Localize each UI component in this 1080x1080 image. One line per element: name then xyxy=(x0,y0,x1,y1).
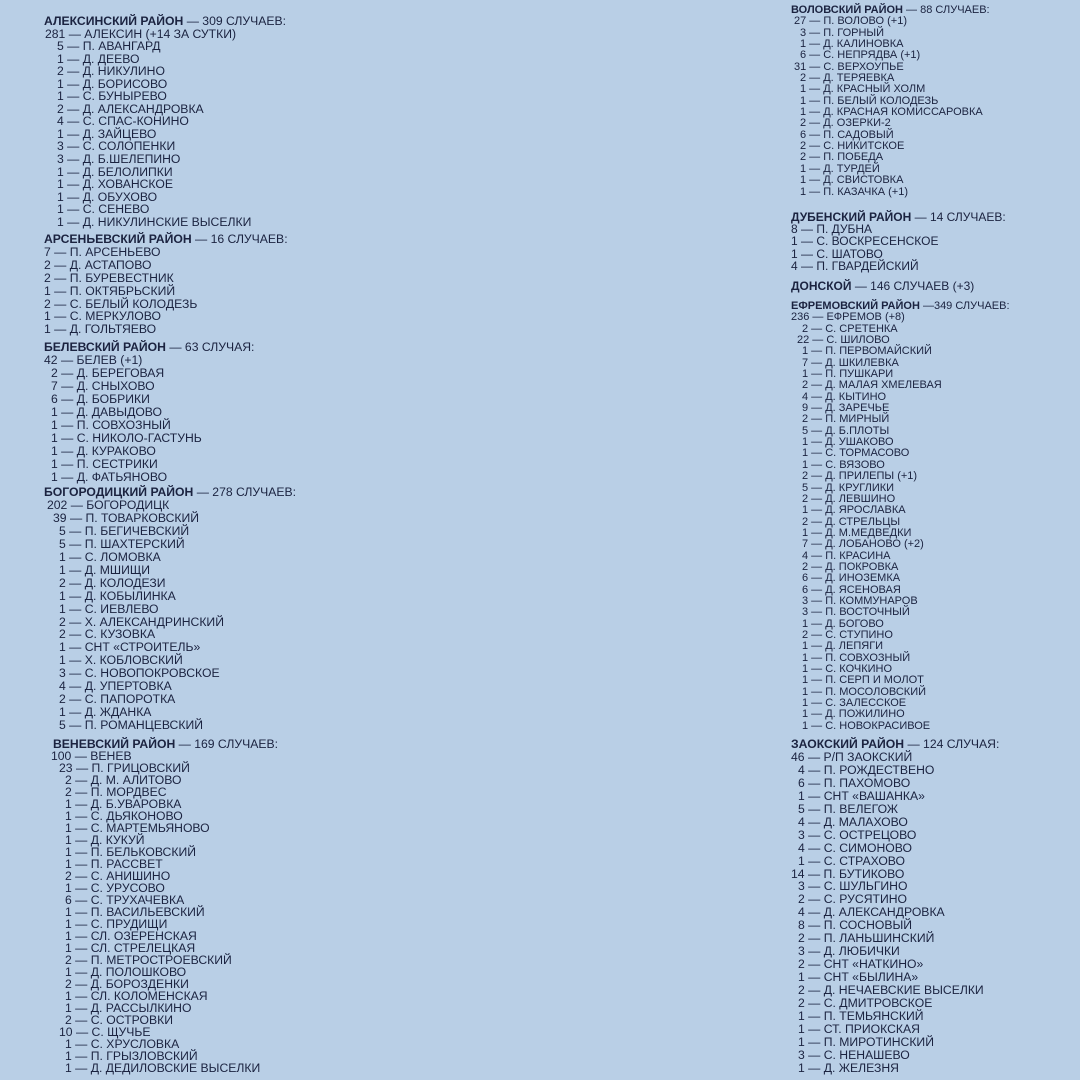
district-case-count: — 146 СЛУЧАЕВ (+3) xyxy=(851,279,975,293)
settlement-line: 4 — С. СПАС-КОНИНО xyxy=(57,114,189,129)
settlement-line: 4 — Д. УПЕРТОВКА xyxy=(59,679,172,694)
settlement-line: 1 — Д. ПОЛОШКОВО xyxy=(65,965,187,979)
settlement-line: 1 — Д. ХОВАНСКОЕ xyxy=(57,177,173,192)
settlement-line: 8 — П. СОСНОВЫЙ xyxy=(798,918,913,933)
district-heading xyxy=(44,486,296,499)
settlement-line: 1 — П. ГРЫЗЛОВСКИЙ xyxy=(65,1049,198,1063)
settlement-line: 4 — Д. МАЛАХОВО xyxy=(798,814,908,829)
settlement-line: 22 — С. ШИЛОВО xyxy=(797,334,890,347)
settlement-line: 1 — Д. ФАТЬЯНОВО xyxy=(51,470,168,484)
settlement-line: 5 — Д. Б.ПЛОТЫ xyxy=(802,424,890,437)
settlement-line: 23 — П. ГРИЦОВСКИЙ xyxy=(59,761,190,775)
settlement-line: 1 — Д. ЖЕЛЕЗНЯ xyxy=(798,1060,899,1075)
settlement-line: 1 — С. ИЕВЛЕВО xyxy=(59,601,159,616)
settlement-line: 8 — П. ДУБНА xyxy=(791,222,873,237)
settlement-line: 2 — П. ЛАНЬШИНСКИЙ xyxy=(798,931,935,946)
settlement-line: 5 — П. БЕГИЧЕВСКИЙ xyxy=(59,523,190,538)
settlement-line: 1 — Д. ТУРДЕЙ xyxy=(800,162,880,175)
settlement-line: 1 — Д. КУКУЙ xyxy=(65,833,145,847)
settlement-line: 1 — С. СЕНЕВО xyxy=(57,202,150,217)
district-case-count: — 88 СЛУЧАЕВ: xyxy=(903,4,990,16)
settlement-line: 3 — С. СОЛОПЕНКИ xyxy=(57,139,176,154)
settlement-line: 3 — П. ВОСТОЧНЫЙ xyxy=(802,606,910,619)
settlement-line: 1 — П. ВАСИЛЬЕВСКИЙ xyxy=(65,905,205,919)
settlement-line: 4 — Д. АЛЕКСАНДРОВКА xyxy=(798,905,945,920)
settlement-line: 1 — СТ. ПРИОКСКАЯ xyxy=(798,1021,920,1036)
settlement-line: 2 — С. СРЕТЕНКА xyxy=(802,322,898,335)
district-case-count: — 16 СЛУЧАЕВ: xyxy=(191,232,288,246)
settlement-line: 3 — Д. ЛЮБИЧКИ xyxy=(798,944,900,959)
settlement-line: 6 — П. САДОВЫЙ xyxy=(800,128,894,141)
settlement-line: 2 — Д. М. АЛИТОВО xyxy=(65,773,182,787)
district-title: ДУБЕНСКИЙ РАЙОН xyxy=(791,210,912,224)
district-case-count: — 14 СЛУЧАЕВ: xyxy=(911,210,1006,224)
settlement-line: 46 — Р/П ЗАОКСКИЙ xyxy=(791,749,913,764)
settlement-line: 1 — С. БУНЫРЕВО xyxy=(57,89,167,104)
settlement-line: 236 — ЕФРЕМОВ (+8) xyxy=(791,311,905,324)
district-heading xyxy=(791,280,974,292)
settlement-line: 2 — С. БЕЛЫЙ КОЛОДЕЗЬ xyxy=(44,296,198,311)
settlement-line: 1 — П. ПУШКАРИ xyxy=(802,368,894,381)
settlement-line: 2 — Д. ТЕРЯЕВКА xyxy=(800,72,895,85)
settlement-line: 3 — С. НЕНАШЕВО xyxy=(798,1047,910,1062)
settlement-line: 6 — Д. БОБРИКИ xyxy=(51,392,150,406)
district-section xyxy=(791,5,990,198)
settlement-line: 5 — П. ШАХТЕРСКИЙ xyxy=(59,536,185,551)
settlement-line: 2 — С. АНИШИНО xyxy=(65,869,171,883)
settlement-line: 2 — Д. МАЛАЯ ХМЕЛЕВАЯ xyxy=(802,379,942,392)
settlement-line: 2 — П. МОРДВЕС xyxy=(65,785,167,799)
district-heading xyxy=(44,233,288,246)
district-case-count: — 278 СЛУЧАЕВ: xyxy=(193,485,297,499)
settlement-line: 1 — С. ШАТОВО xyxy=(791,246,883,261)
settlement-line: 6 — П. ПАХОМОВО xyxy=(798,775,911,790)
settlement-line: 2 — Д. ОЗЕРКИ-2 xyxy=(800,117,891,130)
district-title: АРСЕНЬЕВСКИЙ РАЙОН xyxy=(44,232,192,246)
settlement-line: 1 — Д. КУРАКОВО xyxy=(51,444,156,458)
settlement-line: 1 — Д. БЕЛОЛИПКИ xyxy=(57,164,173,179)
settlement-line: 1 — С. МАРТЕМЬЯНОВО xyxy=(65,821,210,835)
settlement-line: 3 — П. КОММУНАРОВ xyxy=(802,594,918,607)
settlement-line: 3 — С. ШУЛЬГИНО xyxy=(798,879,908,894)
settlement-line: 1 — С. ЛОМОВКА xyxy=(59,549,161,564)
district-section xyxy=(791,738,999,1075)
district-section xyxy=(791,301,1010,732)
settlement-line: 2 — С. ДМИТРОВСКОЕ xyxy=(798,996,933,1011)
settlement-line: 1 — Д. БОГОВО xyxy=(802,617,884,630)
district-case-count: — 169 СЛУЧАЕВ: xyxy=(175,737,278,751)
settlement-line: 2 — С. КУЗОВКА xyxy=(59,627,156,642)
settlement-line: 7 — Д. ШКИЛЕВКА xyxy=(802,356,899,369)
settlement-line: 5 — Д. КРУГЛИКИ xyxy=(802,481,895,494)
settlement-line: 5 — П. РОМАНЦЕВСКИЙ xyxy=(59,718,203,733)
district-case-count: — 309 СЛУЧАЕВ: xyxy=(183,14,287,28)
settlement-line: 2 — П. ПОБЕДА xyxy=(800,151,884,164)
settlement-line: 2 — С. ПАПОРОТКА xyxy=(59,692,176,707)
settlement-line: 1 — С. НОВОКРАСИВОЕ xyxy=(802,719,931,732)
settlement-line: 1 — Д. ЗАЙЦЕВО xyxy=(57,126,157,141)
settlement-line: 1 — Д. НИКУЛИНСКИЕ ВЫСЕЛКИ xyxy=(57,214,252,229)
settlement-line: 2 — С. ОСТРОВКИ xyxy=(65,1013,173,1027)
settlement-line: 2 — Д. АЛЕКСАНДРОВКА xyxy=(57,101,204,116)
district-title: БЕЛЕВСКИЙ РАЙОН xyxy=(44,340,166,354)
settlement-line: 1 — Д. СВИСТОВКА xyxy=(800,174,904,187)
settlement-line: 2 — Д. ПРИЛЕПЫ (+1) xyxy=(802,470,918,483)
settlement-line: 1 — С. ПРУДИЩИ xyxy=(65,917,168,931)
settlement-line: 4 — С. СИМОНОВО xyxy=(798,840,912,855)
settlement-line: 1 — С. ДЬЯКОНОВО xyxy=(65,809,183,823)
settlement-line: 1 — Д. КАЛИНОВКА xyxy=(800,38,904,51)
settlement-line: 2 — Д. ЛЕВШИНО xyxy=(802,492,896,505)
settlement-line: 6 — Д. ИНОЗЕМКА xyxy=(802,572,901,585)
settlement-line: 1 — СНТ «ВАШАНКА» xyxy=(798,788,925,803)
settlement-line: 5 — П. АВАНГАРД xyxy=(57,39,161,54)
settlement-line: 7 — П. АРСЕНЬЕВО xyxy=(44,244,161,259)
settlement-line: 2 — Д. ПОКРОВКА xyxy=(802,560,899,573)
settlement-line: 1 — С. ВОСКРЕСЕНСКОЕ xyxy=(791,234,939,249)
settlement-line: 2 — СНТ «НАТКИНО» xyxy=(798,957,924,972)
settlement-line: 1 — Д. МШИЩИ xyxy=(59,562,151,577)
district-case-count: — 63 СЛУЧАЯ: xyxy=(165,340,255,354)
settlement-line: 1 — П. СЕСТРИКИ xyxy=(51,457,158,471)
settlement-line: 1 — Д. ПОЖИЛИНО xyxy=(802,708,905,721)
district-section xyxy=(44,341,254,484)
settlement-line: 3 — Д. Б.ШЕЛЕПИНО xyxy=(57,152,181,167)
settlement-line: 1 — П. ТЕМЬЯНСКИЙ xyxy=(798,1009,924,1024)
settlement-line: 2 — Д. БЕРЕГОВАЯ xyxy=(51,366,165,380)
settlement-line: 1 — Д. ЖДАНКА xyxy=(59,705,152,720)
settlement-line: 2 — Д. БОРОЗДЕНКИ xyxy=(65,977,189,991)
settlement-line: 281 — АЛЕКСИН (+14 ЗА СУТКИ) xyxy=(45,26,237,41)
settlement-line: 1 — С. НИКОЛО-ГАСТУНЬ xyxy=(51,431,202,445)
settlement-line: 1 — П. СЕРП И МОЛОТ xyxy=(802,674,924,687)
settlement-line: 1 — С. УРУСОВО xyxy=(65,881,165,895)
settlement-line: 1 — Х. КОБЛОВСКИЙ xyxy=(59,653,183,668)
settlement-line: 3 — С. ОСТРЕЦОВО xyxy=(798,827,917,842)
district-section xyxy=(44,233,288,336)
settlement-line: 1 — Д. УШАКОВО xyxy=(802,436,894,449)
settlement-line: 1 — СЛ. СТРЕЛЕЦКАЯ xyxy=(65,941,196,955)
settlement-line: 6 — Д. ЯСЕНОВАЯ xyxy=(802,583,901,596)
district-title: БОГОРОДИЦКИЙ РАЙОН xyxy=(44,485,194,499)
settlement-line: 9 — Д. ЗАРЕЧЬЕ xyxy=(802,402,890,415)
settlement-line: 1 — Д. ЛЕПЯГИ xyxy=(802,640,884,653)
settlement-line: 1 — Д. ДЕЕВО xyxy=(57,51,140,66)
district-title: ДОНСКОЙ xyxy=(791,279,852,293)
settlement-line: 4 — П. РОЖДЕСТВЕНО xyxy=(798,762,935,777)
settlement-line: 2 — Д. КОЛОДЕЗИ xyxy=(59,575,166,590)
district-title: АЛЕКСИНСКИЙ РАЙОН xyxy=(44,14,184,28)
settlement-line: 1 — С. ХРУСЛОВКА xyxy=(65,1037,180,1051)
settlement-line: 1 — Д. М.МЕДВЕДКИ xyxy=(802,526,912,539)
settlement-line: 6 — С. НЕПРЯДВА (+1) xyxy=(800,49,921,62)
settlement-line: 3 — С. НОВОПОКРОВСКОЕ xyxy=(59,666,220,681)
settlement-line: 1 — Д. ДЕДИЛОВСКИЕ ВЫСЕЛКИ xyxy=(65,1061,261,1075)
settlement-line: 2 — С. СТУПИНО xyxy=(802,628,893,641)
settlement-line: 1 — Д. КОБЫЛИНКА xyxy=(59,588,176,603)
settlement-line: 2 — П. МИРНЫЙ xyxy=(802,413,890,426)
settlement-line: 4 — П. КРАСИНА xyxy=(802,549,891,562)
district-title: ВОЛОВСКИЙ РАЙОН xyxy=(791,4,903,16)
settlement-line: 5 — П. ВЕЛЕГОЖ xyxy=(798,801,899,816)
settlement-line: 1 — СЛ. КОЛОМЕНСКАЯ xyxy=(65,989,208,1003)
district-heading xyxy=(791,738,999,751)
district-title: ВЕНЕВСКИЙ РАЙОН xyxy=(53,737,176,751)
settlement-line: 1 — П. БЕЛЬКОВСКИЙ xyxy=(65,845,196,859)
settlement-line: 1 — Д. РАССЫЛКИНО xyxy=(65,1001,192,1015)
district-section xyxy=(44,738,278,1074)
settlement-line: 1 — Д. Б.УВАРОВКА xyxy=(65,797,182,811)
settlement-line: 1 — Д. ЯРОСЛАВКА xyxy=(802,504,906,517)
settlement-line: 2 — Х. АЛЕКСАНДРИНСКИЙ xyxy=(59,614,224,629)
settlement-line: 1 — П. ОКТЯБРЬСКИЙ xyxy=(44,283,176,298)
settlement-line: 2 — П. МЕТРОСТРОЕВСКИЙ xyxy=(65,953,232,967)
settlement-line: 202 — БОГОРОДИЦК xyxy=(47,497,170,512)
settlement-line: 10 — С. ЩУЧЬЕ xyxy=(59,1025,151,1039)
settlement-line: 100 — ВЕНЕВ xyxy=(51,749,132,763)
district-case-count: —349 СЛУЧАЕВ: xyxy=(919,300,1010,312)
settlement-line: 1 — Д. КРАСНЫЙ ХОЛМ xyxy=(800,83,926,96)
district-section xyxy=(791,280,974,292)
settlement-line: 1 — П. СОВХОЗНЫЙ xyxy=(51,418,171,432)
settlement-line: 4 — Д. КЫТИНО xyxy=(802,390,887,403)
settlement-line: 1 — П. ПЕРВОМАЙСКИЙ xyxy=(802,345,932,358)
settlement-line: 1 — П. СОВХОЗНЫЙ xyxy=(802,651,911,664)
settlement-line: 31 — С. ВЕРХОУПЬЕ xyxy=(794,60,904,73)
district-section xyxy=(44,486,296,732)
settlement-line: 14 — П. БУТИКОВО xyxy=(791,866,905,881)
settlement-line: 1 — СНТ «БЫЛИНА» xyxy=(798,970,919,985)
settlement-line: 2 — П. БУРЕВЕСТНИК xyxy=(44,270,174,285)
settlement-line: 2 — Д. НЕЧАЕВСКИЕ ВЫСЕЛКИ xyxy=(798,983,984,998)
settlement-line: 1 — С. ВЯЗОВО xyxy=(802,458,885,471)
district-title: ЕФРЕМОВСКИЙ РАЙОН xyxy=(791,300,920,312)
settlement-line: 1 — Д. КРАСНАЯ КОМИССАРОВКА xyxy=(800,106,983,119)
settlement-line: 27 — П. ВОЛОВО (+1) xyxy=(794,15,907,28)
district-case-count: — 124 СЛУЧАЯ: xyxy=(904,737,1000,751)
settlement-line: 1 — СЛ. ОЗЕРЕНСКАЯ xyxy=(65,929,197,943)
settlement-line: 1 — Д. БОРИСОВО xyxy=(57,76,168,91)
district-section xyxy=(791,211,1006,272)
settlement-line: 4 — П. ГВАРДЕЙСКИЙ xyxy=(791,258,919,273)
settlement-line: 7 — Д. ЛОБАНОВО (+2) xyxy=(802,538,924,551)
settlement-line: 1 — Д. ОБУХОВО xyxy=(57,189,158,204)
settlement-line: 2 — С. НИКИТСКОЕ xyxy=(800,140,905,153)
settlement-line: 2 — Д. АСТАПОВО xyxy=(44,257,152,272)
settlement-line: 1 — П. МИРОТИНСКИЙ xyxy=(798,1034,934,1049)
settlement-line: 1 — С. МЕРКУЛОВО xyxy=(44,309,161,324)
settlement-line: 39 — П. ТОВАРКОВСКИЙ xyxy=(53,510,199,525)
settlement-line: 1 — С. ТОРМАСОВО xyxy=(802,447,910,460)
settlement-line: 6 — С. ТРУХАЧЕВКА xyxy=(65,893,185,907)
district-title: ЗАОКСКИЙ РАЙОН xyxy=(791,737,905,751)
settlement-line: 1 — П. РАССВЕТ xyxy=(65,857,163,871)
settlement-line: 1 — Д. ДАВЫДОВО xyxy=(51,405,163,419)
settlement-line: 1 — П. МОСОЛОВСКИЙ xyxy=(802,685,927,698)
settlement-line: 1 — П. КАЗАЧКА (+1) xyxy=(800,185,908,198)
settlement-line: 42 — БЕЛЕВ (+1) xyxy=(44,353,143,367)
district-section xyxy=(44,15,286,228)
settlement-line: 1 — П. БЕЛЫЙ КОЛОДЕЗЬ xyxy=(800,94,939,107)
settlement-line: 2 — Д. НИКУЛИНО xyxy=(57,64,165,79)
settlement-line: 1 — СНТ «СТРОИТЕЛЬ» xyxy=(59,640,201,655)
settlement-line: 2 — С. РУСЯТИНО xyxy=(798,892,908,907)
settlement-line: 1 — С. СТРАХОВО xyxy=(798,853,906,868)
settlement-line: 7 — Д. СНЫХОВО xyxy=(51,379,155,393)
settlement-line: 1 — С. ЗАЛЕССКОЕ xyxy=(802,697,907,710)
settlement-line: 3 — П. ГОРНЫЙ xyxy=(800,26,885,39)
settlement-line: 1 — Д. ГОЛЬТЯЕВО xyxy=(44,322,157,337)
district-heading xyxy=(44,15,286,28)
settlement-line: 2 — Д. СТРЕЛЬЦЫ xyxy=(802,515,901,528)
settlement-line: 1 — С. КОЧКИНО xyxy=(802,663,893,675)
